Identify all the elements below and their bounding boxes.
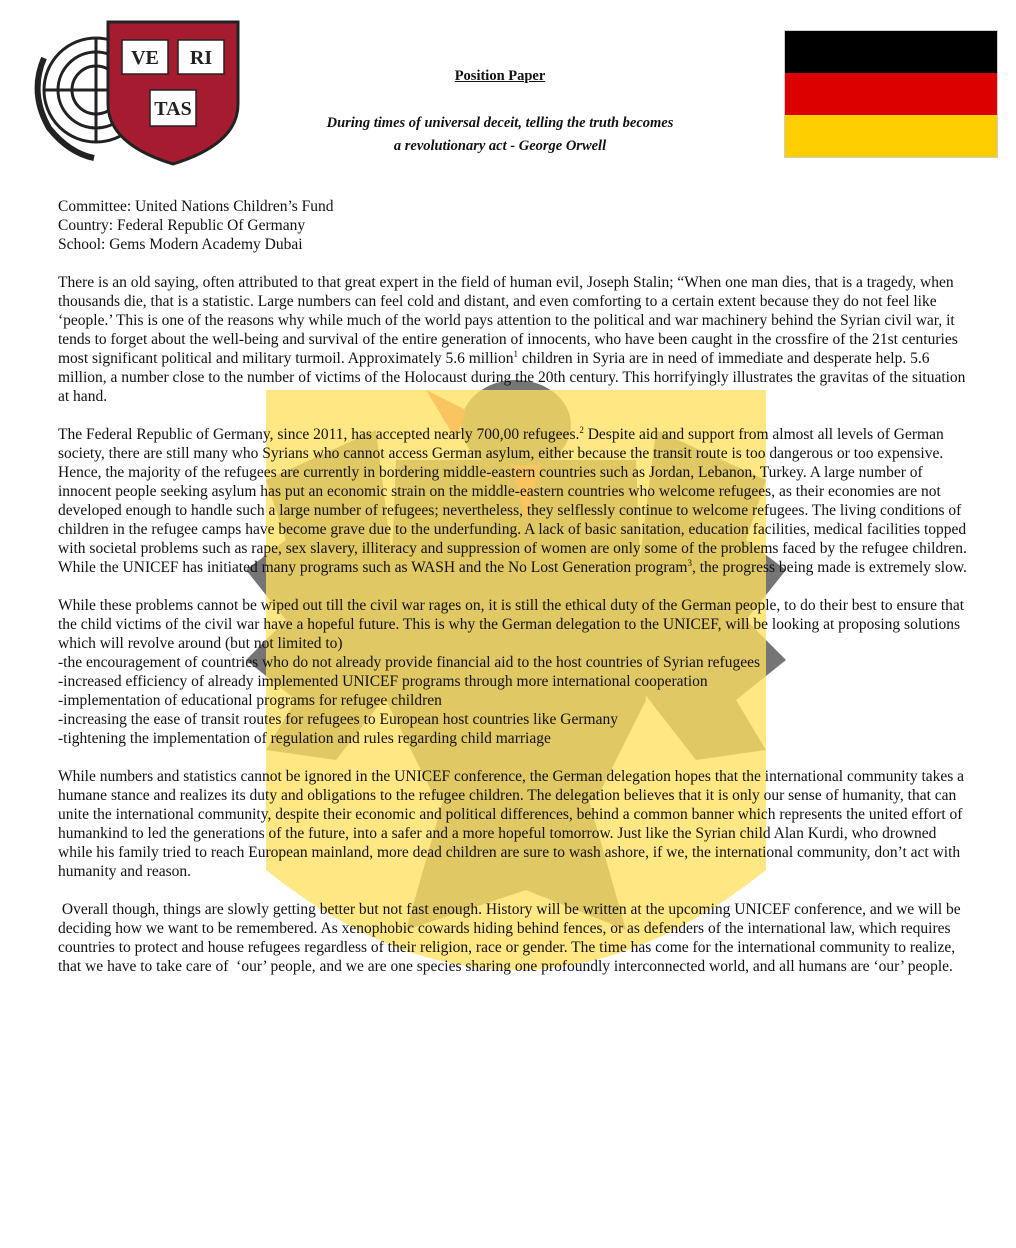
paper-body xyxy=(58,273,968,995)
paragraph-2 xyxy=(58,425,968,577)
list-item: -increasing the ease of transit routes for refugees to European host countries like Germany xyxy=(58,711,618,728)
paragraph-2-text-a: The Federal Republic of Germany, since 2011, has accepted nearly 700,00 refugees. xyxy=(58,426,580,443)
german-flag xyxy=(784,30,998,158)
list-item: -tightening the implementation of regulation and rules regarding child marriage xyxy=(58,730,551,747)
veritas-ve-text: VE xyxy=(131,47,159,69)
footnote-2: 2 xyxy=(579,424,584,435)
flag-band-black xyxy=(785,31,997,73)
paragraph-5: Overall though, things are slowly getting better but not fast enough. History will be written at the upcoming UNICEF conference, and we will be deciding how we want to be remembered. As xenophobic cowards hiding behind fences, or as defenders of the international law, which requires countries to protect and house refugees regardless of their religion, race or gender. The time has come for the international community to realize, that we have to take care of ‘our’ people, and we are one species sharing one profoundly interconnected world, and all humans are ‘our’ people. xyxy=(58,901,965,975)
flag-band-red xyxy=(785,73,997,115)
paragraph-2-text-c: , the progress being made is extremely slow. xyxy=(691,559,967,576)
school-line: School: Gems Modern Academy Dubai xyxy=(58,236,303,253)
flag-band-gold xyxy=(785,115,997,157)
committee-line: Committee: United Nations Children’s Fund xyxy=(58,198,334,215)
veritas-ri-text: RI xyxy=(189,47,213,69)
paragraph-3: While these problems cannot be wiped out till the civil war rages on, it is still the ethical duty of the German people, to do their best to ensure that the child victims of the civil war have a hopeful future. This is why the German delegation to the UNICEF, will be looking at proposing solutions which will revolve around (but not limited to) xyxy=(58,597,965,652)
mun-harvard-logo xyxy=(24,18,248,168)
quote-line-1: During times of universal deceit, telling the truth becomes xyxy=(326,115,674,131)
paragraph-1-text-a: There is an old saying, often attributed to that great expert in the field of human evil, Joseph Stalin; “When one man dies, that is a tragedy, when thousands die, that is a statistic. Large numbers can feel cold and distant, and even comforting to a certain extent because they do not feel like ‘people.’ This is one of the reasons why while much of the world pays attention to the political and war machinery behind the Syrian civil war, it tends to forget about the well-being and survival of the entire generation of innocents, who have been caught in the crossfire of the 21st centuries most significant political and military turmoil. Approximately 5.6 million xyxy=(58,274,958,367)
quote-line-2: a revolutionary act - George Orwell xyxy=(393,138,607,154)
page-title: Position Paper xyxy=(454,68,546,84)
paragraph-4: While numbers and statistics cannot be ignored in the UNICEF conference, the German delegation hopes that the international community takes a humane stance and realizes its duty and obligations to the refugee children. The delegation believes that it is only our sense of humanity, that can unite the international community, despite their economic and political differences, behind a common banner which represents the united effort of humankind to led the generations of the future, into a safer and a more hopeful tomorrow. Just like the Syrian child Alan Kurdi, who drowned while his family tried to reach European mainland, more dead children are sure to wash ashore, if we, the international community, don’t act with humanity and reason. xyxy=(58,768,965,880)
paragraph-1 xyxy=(58,273,968,406)
footnote-3: 3 xyxy=(687,557,692,568)
list-item: -increased efficiency of already implemented UNICEF programs through more international cooperation xyxy=(58,673,708,690)
proposal-list xyxy=(58,653,968,748)
epigraph-quote xyxy=(240,112,760,158)
delegate-info xyxy=(58,197,334,254)
paragraph-2-text-b: Despite aid and support from almost all levels of German society, there are still many who Syrians who cannot access German asylum, either because the transit route is too dangerous or too expensive. Hence, the majority of the refugees are currently in bordering middle-eastern countries such as Jordan, Lebanon, Turkey. A large number of innocent people seeking asylum has put an economic strain on the middle-eastern countries who welcome refugees, as their economies are not developed enough to handle such a large number of refugees; nevertheless, they selflessly continue to welcome refugees. The living conditions of children in the refugee camps have become grave due to the underfunding. A lack of basic sanitation, education facilities, medical facilities topped with societal problems such as rape, sex slavery, illiteracy and suppression of women are only some of the problems faced by the refugee children. While the UNICEF has initiated many programs such as WASH and the No Lost Generation program xyxy=(58,426,967,576)
list-item: -the encouragement of countries who do not already provide financial aid to the host countries of Syrian refugees xyxy=(58,654,761,671)
footnote-1: 1 xyxy=(513,348,518,359)
paragraph-1-text-b: children in Syria are in need of immediate and desperate help. 5.6 million, a number close to the number of victims of the Holocaust during the 20th century. This horrifyingly illustrates the gravitas of the situation at hand. xyxy=(58,350,966,405)
list-item: -implementation of educational programs for refugee children xyxy=(58,692,442,709)
country-line: Country: Federal Republic Of Germany xyxy=(58,217,306,234)
veritas-tas-text: TAS xyxy=(154,98,192,120)
